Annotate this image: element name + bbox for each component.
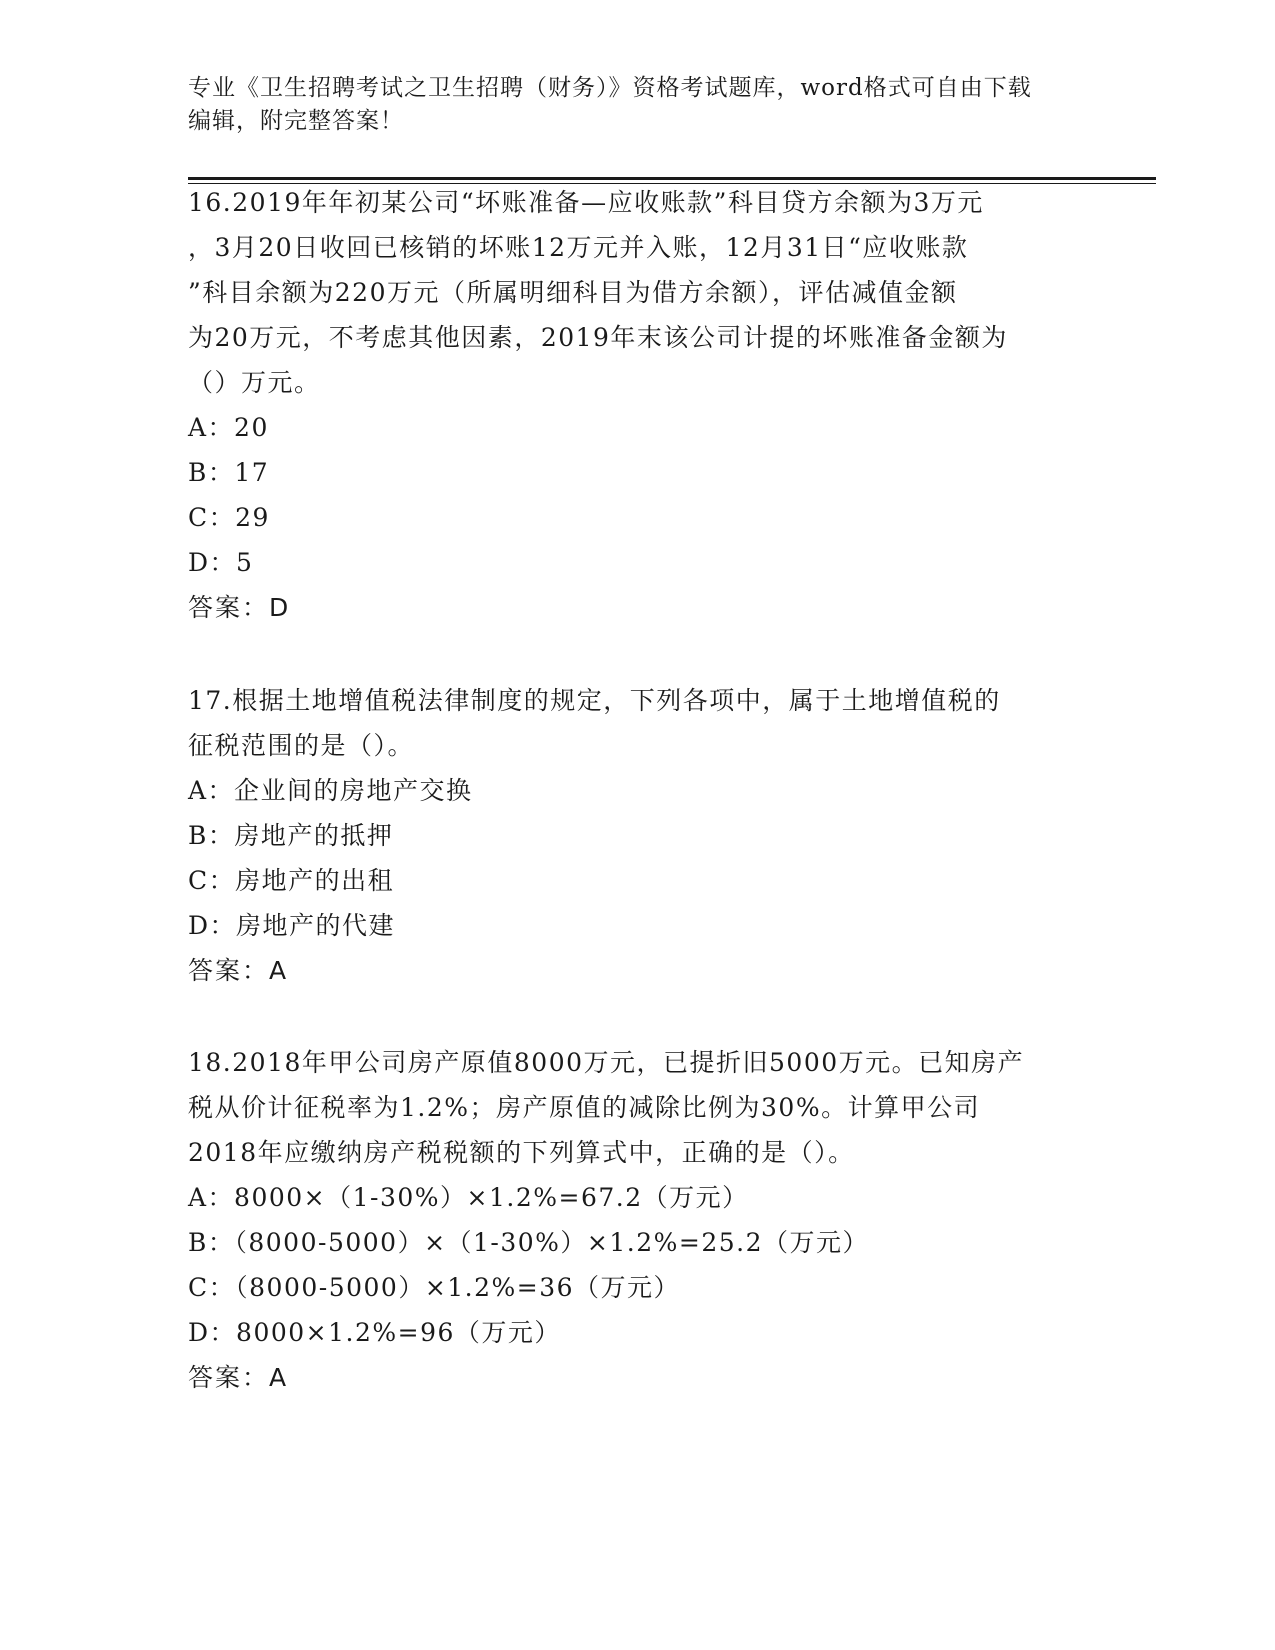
document-header	[188, 72, 1088, 138]
question-18-stem-line: 2018年应缴纳房产税税额的下列算式中，正确的是（）。	[188, 1138, 855, 1167]
question-16	[188, 180, 1088, 630]
question-18-stem-line: 税从价计征税率为1.2%；房产原值的减除比例为30%。计算甲公司	[188, 1093, 981, 1122]
question-16-stem-line: ，3月20日收回已核销的坏账12万元并入账，12月31日“应收账款	[188, 233, 969, 262]
header-line-2: 编辑，附完整答案！	[188, 108, 404, 134]
question-17-stem-line: 征税范围的是（）。	[188, 731, 415, 760]
question-18-option-c: C：（8000-5000）×1.2%=36（万元）	[188, 1273, 681, 1302]
question-18-answer: 答案：A	[188, 1363, 289, 1392]
question-16-stem-line: 为20万元，不考虑其他因素，2019年末该公司计提的坏账准备金额为	[188, 323, 1008, 352]
question-17-option-d: D：房地产的代建	[188, 911, 396, 940]
question-16-stem-line: （）万元。	[188, 368, 321, 397]
question-18-option-d: D：8000×1.2%=96（万元）	[188, 1318, 561, 1347]
question-17	[188, 678, 1088, 993]
question-16-option-a: A：20	[188, 413, 269, 442]
question-18	[188, 1040, 1088, 1400]
question-17-stem-line: 17.根据土地增值税法律制度的规定，下列各项中，属于土地增值税的	[188, 686, 1001, 715]
question-17-option-a: A：企业间的房地产交换	[188, 776, 473, 805]
question-18-option-b: B：（8000-5000）×（1-30%）×1.2%=25.2（万元）	[188, 1228, 870, 1257]
question-16-option-d: D：5	[188, 548, 254, 577]
question-16-answer: 答案：D	[188, 593, 291, 622]
question-18-option-a: A：8000×（1-30%）×1.2%=67.2（万元）	[188, 1183, 749, 1212]
question-17-option-c: C：房地产的出租	[188, 866, 395, 895]
question-16-stem-line: ”科目余额为220万元（所属明细科目为借方余额），评估减值金额	[188, 278, 958, 307]
question-17-option-b: B：房地产的抵押	[188, 821, 394, 850]
question-16-stem-line: 16.2019年年初某公司“坏账准备—应收账款”科目贷方余额为3万元	[188, 188, 984, 217]
header-line-1: 专业《卫生招聘考试之卫生招聘（财务）》资格考试题库，word格式可自由下载	[188, 75, 1032, 101]
question-16-option-b: B：17	[188, 458, 270, 487]
question-18-stem-line: 18.2018年甲公司房产原值8000万元，已提折旧5000万元。已知房产	[188, 1048, 1025, 1077]
question-16-option-c: C：29	[188, 503, 270, 532]
question-17-answer: 答案：A	[188, 956, 289, 985]
